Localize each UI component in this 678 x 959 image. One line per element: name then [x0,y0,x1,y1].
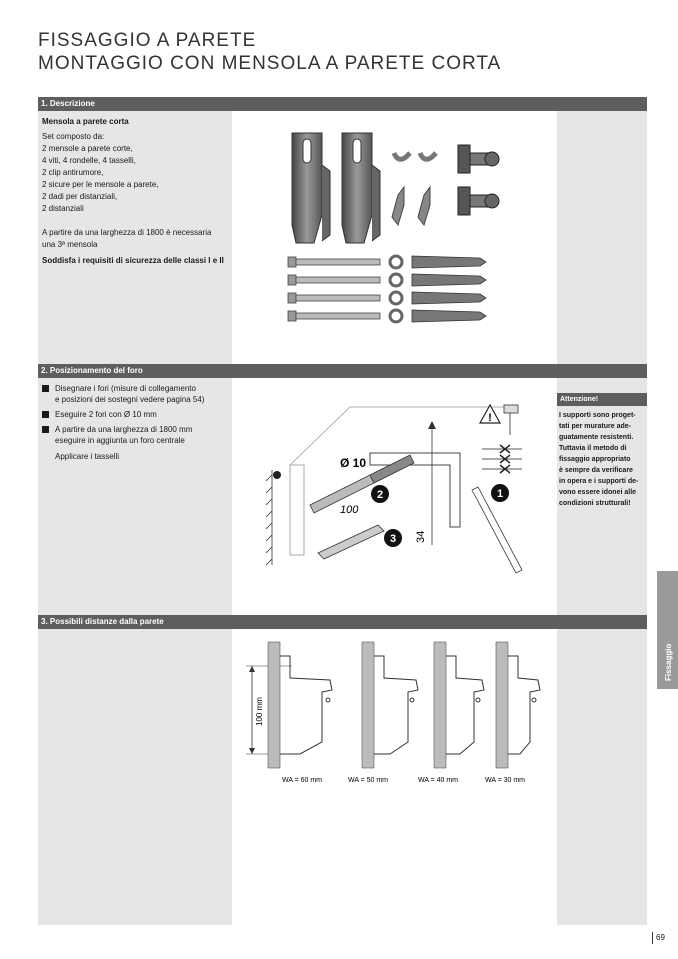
bullet-marker [42,411,49,418]
wa-label: WA = 50 mm [348,777,389,784]
instruction-after: Applicare i tasselli [55,452,120,461]
height-label: 34 [415,530,427,543]
bracket-profile-60 [268,642,332,784]
spacer-icon [458,145,499,215]
safety-note: Soddisfa i requisiti di sicurezza delle classi I e II [42,256,224,265]
dowel-icon [318,525,384,559]
side-tab-label: Fissaggio [663,643,673,681]
section3-side-panel [557,629,647,925]
section2-header: 2. Posizionamento del foro [38,364,647,378]
kit-line: 2 distanziali [42,204,84,213]
section3-header: 3. Possibili distanze dalla parete [38,615,647,629]
instruction-1: Disegnare i fori (misure di collegamento e posizioni dei sostegni vedere pagina 54) [55,384,205,404]
bullet-marker [42,385,49,392]
lock-icon [392,187,430,225]
step-3-label: 3 [389,533,397,545]
section1-side-panel [557,111,647,364]
dimension-label: 100 mm [255,697,264,726]
note-line: una 3ª mensola [42,240,98,249]
attention-text: I supporti sono proget- tati per murature ade- guatamente resistenti. Tuttavia il metodo di fissaggio appropriato è sempre da verificare in opera e i supporti de- vono essere idonei alle condizioni strutturali! [559,412,639,507]
washer-icon [390,256,402,322]
svg-text:!: ! [488,412,492,424]
instruction-2: Eseguire 2 fori con Ø 10 mm [55,410,157,419]
bracket-profile-30 [485,642,540,784]
wa-label: WA = 40 mm [418,777,459,784]
section3-text-panel [38,629,232,925]
kit-line: 2 mensole a parete corte, [42,144,133,153]
no-cable-icon [482,445,522,473]
bracket-profile-40 [418,642,484,784]
wa-label: WA = 60 mm [282,777,323,784]
kit-line: Set composto da: [42,132,105,141]
page-title-line1: FISSAGGIO A PARETE [38,30,257,51]
section-side-tab [657,571,678,689]
screw-icon [288,257,380,321]
attention-header: Attenzione! [557,393,647,406]
bracket-profile-50 [348,642,418,784]
kit-line: 2 sicure per le mensole a parete, [42,180,159,189]
section1-subtitle: Mensola a parete corta [42,117,129,126]
wall-distance-diagram [240,636,550,796]
diameter-label: Ø 10 [340,456,367,470]
page-title-line2: MONTAGGIO CON MENSOLA A PARETE CORTA [38,53,502,74]
dowel-icon [412,256,486,322]
section1-text [42,116,224,267]
step-1-label: 1 [496,488,504,500]
kit-line: 2 clip antirumore, [42,168,104,177]
kit-illustration [270,125,510,335]
kit-line: 2 dadi per distanziali, [42,192,118,201]
page-number: 69 [652,932,665,944]
pencil-mark-icon [273,471,281,479]
depth-label: 100 [340,504,359,516]
wa-label: WA = 30 mm [485,777,526,784]
section1-header: 1. Descrizione [38,97,647,111]
kit-line: 4 viti, 4 rondelle, 4 tasselli, [42,156,136,165]
wall-hatch [266,470,272,565]
detector-icon [504,405,518,435]
drilling-diagram [260,395,530,585]
bracket-icon [342,133,380,243]
bracket-icon [292,133,330,243]
step-2-label: 2 [376,489,384,501]
clip-icon [394,153,436,159]
bullet-marker [42,426,49,433]
note-line: A partire da una larghezza di 1800 è necessaria [42,228,212,237]
instruction-3: A partire da una larghezza di 1800 mm eseguire in aggiunta un foro centrale [55,425,193,445]
